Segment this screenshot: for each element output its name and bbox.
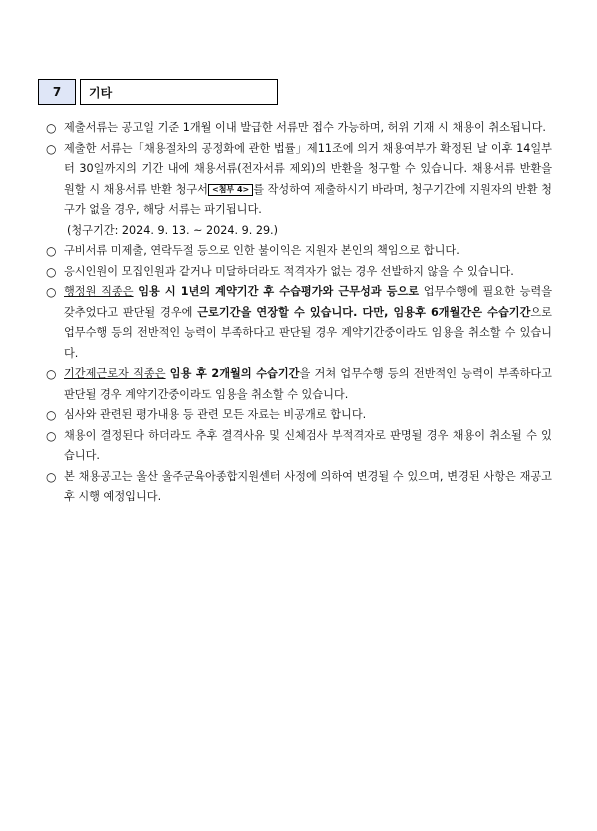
circle-bullet-icon: ○ [46, 469, 57, 484]
list-item: ○ 구비서류 미제출, 연락두절 등으로 인한 불이익은 지원자 본인의 책임으로 합니다. [46, 241, 552, 262]
circle-bullet-icon: ○ [46, 408, 57, 422]
notice-list [46, 118, 552, 508]
attachment-tag: <첨부 4> [208, 184, 253, 196]
claim-period: (청구기간: 2024. 9. 13. ~ 2024. 9. 29.) [67, 223, 278, 237]
list-item: ○ 본 채용공고는 울산 울주군육아종합지원센터 사정에 의하여 변경될 수 있으며, 변경된 사항은 재공고 후 시행 예정입니다. [46, 467, 552, 508]
circle-bullet-icon: ○ [46, 285, 57, 299]
circle-bullet-icon: ○ [46, 367, 57, 381]
list-item: ○ 행정원 직종은 임용 시 1년의 계약기간 후 수습평가와 근무성과 등으로 업무수행에 필요한 능력을 갖추었다고 판단될 경우에 근로기간을 연장할 수 있습니다. 다만, 임용후 6개월간은 수습기간으로 업무수행 등의 전반적인 능력이 부족하다고 판단될 경우 계약기간중이라도 임용을 취소할 수 있습니다. [46, 282, 552, 364]
list-item: ○ 제출한 서류는「채용절차의 공정화에 관한 법률」제11조에 의거 채용여부가 확정된 날 이후 14일부터 30일까지의 기간 내에 채용서류(전자서류 제외)의 반환을 청구할 수 있습니다. 채용서류 반환을 원할 시 채용서류 반환 청구서 <첨부 4> 를 작성하여 제출하시기 바라며, 청구기간에 지원자의 반환 청구가 없을 경우, 해당 서류는 파기됩니다. (청구기간: 2024. 9. 13. ~ 2024. 9. 29.) [46, 139, 552, 242]
list-item: ○ 채용이 결정된다 하더라도 추후 결격사유 및 신체검사 부적격자로 판명될 경우 채용이 취소될 수 있습니다. [46, 426, 552, 467]
circle-bullet-icon: ○ [46, 428, 57, 443]
list-item: ○ 응시인원이 모집인원과 같거나 미달하더라도 적격자가 없는 경우 선발하지 않을 수 있습니다. [46, 262, 552, 283]
section-header [38, 79, 278, 105]
section-number: 7 [38, 79, 76, 105]
job-type-label: 행정원 직종은 [64, 285, 134, 298]
list-item: ○ 제출서류는 공고일 기준 1개월 이내 발급한 서류만 접수 가능하며, 허위 기재 시 채용이 취소됩니다. [46, 118, 552, 139]
circle-bullet-icon: ○ [46, 244, 57, 258]
list-item: ○ 기간제근로자 직종은 임용 후 2개월의 수습기간을 거쳐 업무수행 등의 전반적인 능력이 부족하다고 판단될 경우 계약기간중이라도 임용을 취소할 수 있습니다. [46, 364, 552, 405]
circle-bullet-icon: ○ [46, 264, 57, 279]
circle-bullet-icon: ○ [46, 121, 57, 135]
circle-bullet-icon: ○ [46, 141, 57, 156]
job-type-label: 기간제근로자 직종은 [64, 367, 166, 380]
list-item: ○ 심사와 관련된 평가내용 등 관련 모든 자료는 비공개로 합니다. [46, 405, 552, 426]
section-title: 기타 [80, 79, 278, 105]
